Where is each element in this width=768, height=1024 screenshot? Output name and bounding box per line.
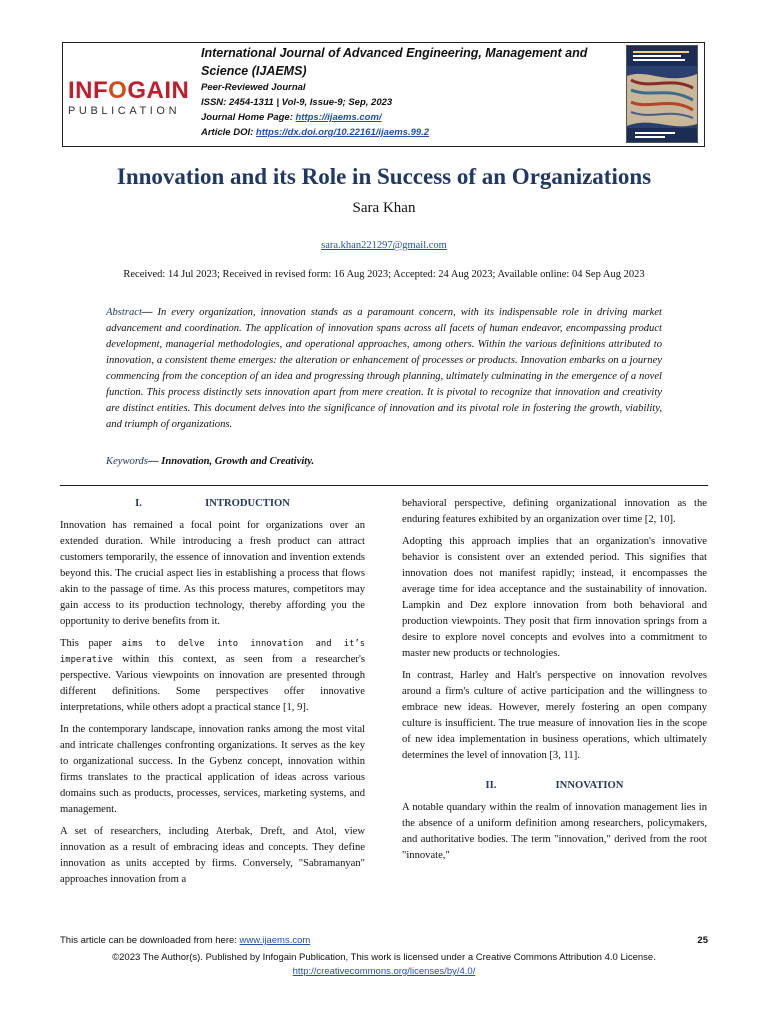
- paragraph: Adopting this approach implies that an organization's innovative behavior is consistent over an extended period. This signifies that innovation does not manifest rapidly; instead, it encompasses the average time for idea acceptance and the sustainability of innovation. Lampkin and Dez explore innovation from both behavioral and production viewpoints. They posit that firm innovation springs from a desire to explore novel concepts and evolves into a commitment to master new products or technologies.: [402, 536, 707, 659]
- doi-line: Article DOI: https://dx.doi.org/10.22161/ijaems.99.2: [201, 127, 430, 138]
- abstract-label: Abstract: [106, 307, 142, 318]
- section-heading-innovation: II. INNOVATION: [485, 780, 624, 791]
- paragraph: This paper aims to delve into innovation and it’s imperative within this context, as seen from a researcher's perspective. Various viewpoints on innovation are presented through different definitions. Some perspectives offer innovative interpretations, while others adopt a practical stance [1, 9].: [60, 638, 365, 713]
- journal-header: [62, 42, 705, 147]
- journal-info: [201, 43, 601, 140]
- paragraph: A set of researchers, including Aterbak, Dreft, and Atol, view innovation as a result of embracing ideas and concepts. They define innovation as units accepted by firms. Conversely, "Sabramanyan" approaches innovation from a: [60, 826, 365, 885]
- download-link[interactable]: www.ijaems.com: [239, 935, 311, 946]
- logo-subtitle: PUBLICATION: [68, 105, 181, 117]
- license-link[interactable]: http://creativecommons.org/licenses/by/4.0/: [292, 966, 476, 977]
- infogain-logo[interactable]: [68, 79, 188, 119]
- footer-copyright: ©2023 The Author(s). Published by Infogain Publication, This work is licensed under a Creative Commons Attribution 4.0 License.: [112, 952, 656, 963]
- abstract-text: In every organization, innovation stands as a paramount concern, with its indispensable role in driving market advancement and coordination. The application of innovation spans across all facets of human endeavor, encompassing product development, managerial methodologies, and operational approaches, among others. Within the various definitions attributed to innovation, a consistent theme emerges: the alteration or enhancement of processes or products. Innovation embarks on a journey commencing from the conception of an idea and progressing through planning, ultimately culminating in the emergence of a novel function. This process distinctly sets innovation apart from mere creation. It is pivotal to recognize that innovation and creativity are distinct entities. This document delves into the significance of innovation and its pivotal role in fostering the growth, viability, and triumph of organizations.: [106, 307, 662, 430]
- abstract: Abstract— In every organization, innovation stands as a paramount concern, with its indispensable role in driving market advancement and coordination. The application of innovation spans across all facets of human endeavor, encompassing product development, managerial methodologies, and operational approaches, among others. Within the various definitions attributed to innovation, a consistent theme emerges: the alteration or enhancement of processes or products. Innovation embarks on a journey commencing from the conception of an idea and progressing through planning, ultimately culminating in the emergence of a novel function. This process distinctly sets innovation apart from mere creation. It is pivotal to recognize that innovation and creativity are distinct entities. This document delves into the significance of innovation and its pivotal role in fostering the growth, viability, and triumph of organizations.: [106, 307, 662, 430]
- home-page-line: Journal Home Page: https://ijaems.com/: [201, 112, 382, 123]
- footer-download-line: This article can be downloaded from here: www.ijaems.com 25: [60, 935, 708, 946]
- section-divider: [60, 485, 708, 486]
- keywords-label: Keywords: [106, 456, 148, 467]
- paragraph: A notable quandary within the realm of innovation management lies in the absence of a uniform definition among researchers, policymakers, and authoritative bodies. The term "innovation," derived from the root "innovate,": [402, 802, 707, 861]
- journal-title: International Journal of Advanced Engineering, Management and Science (IJAEMS): [201, 46, 588, 78]
- left-column: [60, 496, 365, 894]
- author-email-link[interactable]: sara.khan221297@gmail.com: [321, 240, 447, 251]
- right-column: [402, 496, 707, 870]
- issn-line: ISSN: 2454-1311 | Vol-9, Issue-9; Sep, 2023: [201, 97, 393, 108]
- logo-wordmark: INFOGAIN: [68, 77, 190, 104]
- home-page-link[interactable]: https://ijaems.com/: [295, 112, 382, 123]
- journal-cover-image: [626, 45, 698, 143]
- keywords-text: — Innovation, Growth and Creativity.: [147, 456, 315, 467]
- article-dates: Received: 14 Jul 2023; Received in revised form: 16 Aug 2023; Accepted: 24 Aug 2023; Available online: 04 Sep Aug 2023: [123, 269, 645, 280]
- paragraph: Innovation has remained a focal point for organizations over an extended duration. While introducing a fresh product can attract customers temporarily, the essence of innovation and invention extends beyond this. The crucial aspect lies in establishing a process that flows akin to the passage of time. As this process matures, competitors may gain access to its production technology, thereby affording you the opportunity to derive benefits from it.: [60, 520, 365, 627]
- paragraph: In contrast, Harley and Halt's perspective on innovation revolves around a firm's culture of active participation and the willingness to embrace new ideas. However, merely fostering an open company culture is insufficient. The true measure of innovation lies in the scope of new idea implementation in business operations, which ultimately determines the level of innovation [3, 11].: [402, 670, 707, 761]
- paragraph: In the contemporary landscape, innovation ranks among the most vital and intricate challenges confronting organizations. It serves as the key to organizational success. In the Gybenz concept, innovation within firms translates to the practical application of ideas across various domains such as products, processes, services, marketing systems, and management.: [60, 724, 365, 815]
- keywords: [106, 456, 662, 467]
- peer-reviewed-label: Peer-Reviewed Journal: [201, 82, 306, 93]
- paragraph: behavioral perspective, defining organizational innovation as the enduring features exhibited by an organization over time [2, 10].: [402, 498, 707, 525]
- article-title: Innovation and its Role in Success of an Organizations: [116, 164, 652, 189]
- page-number: 25: [697, 935, 708, 946]
- doi-link[interactable]: https://dx.doi.org/10.22161/ijaems.99.2: [255, 127, 430, 138]
- section-heading-introduction: I. INTRODUCTION: [135, 498, 290, 509]
- author-name: Sara Khan: [352, 200, 416, 216]
